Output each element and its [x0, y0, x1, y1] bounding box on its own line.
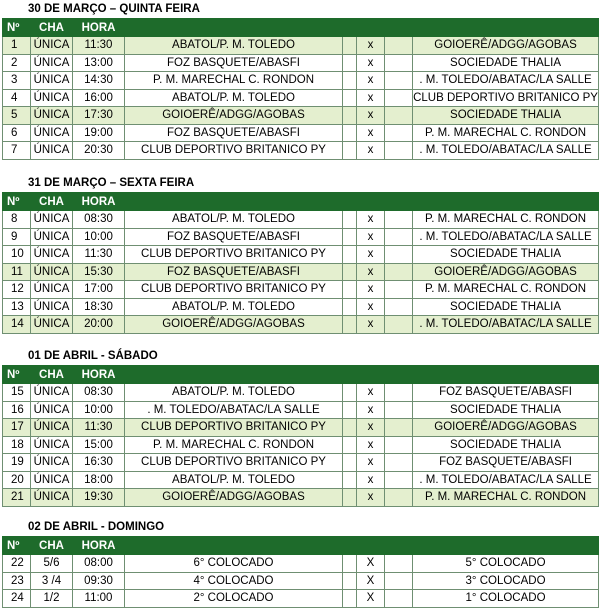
away-team: P. M. MARECHAL C. RONDON [413, 211, 599, 229]
game-cha: 5/6 [31, 555, 73, 573]
home-team: 2° COLOCADO [125, 590, 343, 608]
table-row [3, 316, 599, 334]
game-number: 20 [3, 471, 31, 489]
game-time: 15:30 [73, 263, 125, 281]
header-hora: HORA [73, 537, 125, 555]
versus-mark: x [357, 281, 385, 299]
spacer-cell [385, 419, 413, 437]
away-team: . M. TOLEDO/ABATAC/LA SALLE [413, 72, 599, 90]
game-cha: ÚNICA [31, 436, 73, 454]
game-time: 18:30 [73, 298, 125, 316]
spacer-cell [343, 54, 357, 72]
table-row [3, 572, 599, 590]
table-row [3, 384, 599, 402]
spacer-cell [385, 471, 413, 489]
spacer-cell [343, 263, 357, 281]
game-time: 11:30 [73, 246, 125, 264]
home-team: ABATOL/P. M. TOLEDO [125, 298, 343, 316]
away-team: SOCIEDADE THALIA [413, 401, 599, 419]
home-team: ABATOL/P. M. TOLEDO [125, 37, 343, 55]
versus-mark: X [357, 555, 385, 573]
day-section-0 [0, 0, 600, 160]
away-team: FOZ BASQUETE/ABASFI [413, 384, 599, 402]
game-time: 17:30 [73, 107, 125, 125]
header-cha: CHA [31, 19, 73, 37]
home-team: FOZ BASQUETE/ABASFI [125, 228, 343, 246]
versus-mark: x [357, 436, 385, 454]
game-time: 16:00 [73, 89, 125, 107]
game-number: 3 [3, 72, 31, 90]
game-time: 20:00 [73, 316, 125, 334]
game-cha: ÚNICA [31, 454, 73, 472]
spacer-cell [385, 454, 413, 472]
header-num: Nº [3, 366, 31, 384]
game-cha: ÚNICA [31, 107, 73, 125]
home-team: GOIOERÊ/ADGG/AGOBAS [125, 316, 343, 334]
home-team: CLUB DEPORTIVO BRITANICO PY [125, 246, 343, 264]
home-team: FOZ BASQUETE/ABASFI [125, 124, 343, 142]
header-hora: HORA [73, 193, 125, 211]
spacer-cell [343, 142, 357, 160]
away-team: GOIOERÊ/ADGG/AGOBAS [413, 419, 599, 437]
away-team: CLUB DEPORTIVO BRITANICO PY [413, 89, 599, 107]
away-team: 3° COLOCADO [413, 572, 599, 590]
spacer-cell [343, 298, 357, 316]
table-row [3, 107, 599, 125]
game-cha: ÚNICA [31, 211, 73, 229]
table-header-row [3, 193, 599, 211]
home-team: FOZ BASQUETE/ABASFI [125, 54, 343, 72]
home-team: CLUB DEPORTIVO BRITANICO PY [125, 454, 343, 472]
away-team: SOCIEDADE THALIA [413, 436, 599, 454]
spacer-cell [385, 281, 413, 299]
away-team: SOCIEDADE THALIA [413, 107, 599, 125]
versus-mark: x [357, 107, 385, 125]
game-time: 10:00 [73, 228, 125, 246]
header-blank [125, 366, 599, 384]
spacer-cell [343, 419, 357, 437]
game-cha: ÚNICA [31, 419, 73, 437]
header-num: Nº [3, 193, 31, 211]
versus-mark: x [357, 454, 385, 472]
header-cha: CHA [31, 193, 73, 211]
spacer-cell [385, 401, 413, 419]
game-time: 11:00 [73, 590, 125, 608]
spacer-cell [385, 489, 413, 507]
game-number: 6 [3, 124, 31, 142]
home-team: ABATOL/P. M. TOLEDO [125, 384, 343, 402]
schedule-table [2, 18, 599, 160]
schedule-table [2, 192, 599, 334]
spacer-cell [385, 316, 413, 334]
game-cha: ÚNICA [31, 246, 73, 264]
schedule-table [2, 365, 599, 507]
home-team: CLUB DEPORTIVO BRITANICO PY [125, 281, 343, 299]
home-team: GOIOERÊ/ADGG/AGOBAS [125, 107, 343, 125]
game-time: 13:00 [73, 54, 125, 72]
game-cha: ÚNICA [31, 124, 73, 142]
away-team: P. M. MARECHAL C. RONDON [413, 489, 599, 507]
versus-mark: x [357, 316, 385, 334]
versus-mark: x [357, 37, 385, 55]
game-number: 22 [3, 555, 31, 573]
table-row [3, 124, 599, 142]
home-team: ABATOL/P. M. TOLEDO [125, 211, 343, 229]
game-time: 10:00 [73, 401, 125, 419]
spacer-cell [385, 590, 413, 608]
table-row [3, 72, 599, 90]
spacer-cell [343, 281, 357, 299]
game-number: 9 [3, 228, 31, 246]
day-title: 30 DE MARÇO – QUINTA FEIRA [28, 3, 200, 15]
home-team: . M. TOLEDO/ABATAC/LA SALLE [125, 401, 343, 419]
spacer-cell [385, 54, 413, 72]
spacer-cell [343, 454, 357, 472]
table-header-row [3, 19, 599, 37]
home-team: P. M. MARECHAL C. RONDON [125, 436, 343, 454]
game-cha: ÚNICA [31, 142, 73, 160]
versus-mark: X [357, 572, 385, 590]
home-team: P. M. MARECHAL C. RONDON [125, 72, 343, 90]
spacer-cell [343, 401, 357, 419]
home-team: GOIOERÊ/ADGG/AGOBAS [125, 489, 343, 507]
away-team: 1° COLOCADO [413, 590, 599, 608]
day-title: 01 DE ABRIL - SÁBADO [28, 350, 158, 362]
spacer-cell [385, 298, 413, 316]
game-cha: ÚNICA [31, 489, 73, 507]
table-row [3, 54, 599, 72]
game-number: 16 [3, 401, 31, 419]
game-number: 5 [3, 107, 31, 125]
spacer-cell [343, 107, 357, 125]
spacer-cell [385, 107, 413, 125]
home-team: ABATOL/P. M. TOLEDO [125, 471, 343, 489]
spacer-cell [343, 489, 357, 507]
table-row [3, 211, 599, 229]
game-time: 11:30 [73, 37, 125, 55]
game-cha: ÚNICA [31, 384, 73, 402]
game-number: 2 [3, 54, 31, 72]
game-number: 4 [3, 89, 31, 107]
spacer-cell [385, 572, 413, 590]
away-team: P. M. MARECHAL C. RONDON [413, 281, 599, 299]
versus-mark: x [357, 263, 385, 281]
schedule-table [2, 536, 599, 608]
table-row [3, 401, 599, 419]
table-row [3, 298, 599, 316]
spacer-cell [343, 72, 357, 90]
game-number: 10 [3, 246, 31, 264]
spacer-cell [385, 384, 413, 402]
game-time: 19:00 [73, 124, 125, 142]
header-blank [125, 193, 599, 211]
table-row [3, 471, 599, 489]
game-cha: ÚNICA [31, 281, 73, 299]
game-number: 24 [3, 590, 31, 608]
home-team: 4° COLOCADO [125, 572, 343, 590]
versus-mark: x [357, 298, 385, 316]
game-cha: ÚNICA [31, 228, 73, 246]
game-cha: ÚNICA [31, 89, 73, 107]
day-title: 02 DE ABRIL - DOMINGO [28, 521, 165, 533]
header-blank [125, 19, 599, 37]
spacer-cell [385, 436, 413, 454]
table-row [3, 454, 599, 472]
home-team: ABATOL/P. M. TOLEDO [125, 89, 343, 107]
versus-mark: x [357, 471, 385, 489]
spacer-cell [343, 436, 357, 454]
spacer-cell [385, 89, 413, 107]
spacer-cell [343, 37, 357, 55]
header-num: Nº [3, 537, 31, 555]
day-title: 31 DE MARÇO – SEXTA FEIRA [28, 177, 195, 189]
away-team: . M. TOLEDO/ABATAC/LA SALLE [413, 471, 599, 489]
table-row [3, 419, 599, 437]
header-hora: HORA [73, 366, 125, 384]
spacer-cell [343, 572, 357, 590]
spacer-cell [343, 89, 357, 107]
home-team: 6° COLOCADO [125, 555, 343, 573]
day-section-3 [0, 518, 600, 608]
game-time: 17:00 [73, 281, 125, 299]
game-number: 7 [3, 142, 31, 160]
game-number: 13 [3, 298, 31, 316]
header-blank [125, 537, 599, 555]
spacer-cell [343, 384, 357, 402]
away-team: P. M. MARECHAL C. RONDON [413, 124, 599, 142]
game-cha: ÚNICA [31, 37, 73, 55]
table-row [3, 228, 599, 246]
versus-mark: x [357, 54, 385, 72]
game-cha: ÚNICA [31, 316, 73, 334]
game-time: 15:00 [73, 436, 125, 454]
spacer-cell [385, 555, 413, 573]
table-row [3, 142, 599, 160]
game-number: 18 [3, 436, 31, 454]
spacer-cell [385, 246, 413, 264]
game-cha: ÚNICA [31, 401, 73, 419]
table-row [3, 263, 599, 281]
versus-mark: x [357, 246, 385, 264]
table-header-row [3, 366, 599, 384]
away-team: SOCIEDADE THALIA [413, 54, 599, 72]
game-number: 12 [3, 281, 31, 299]
game-number: 23 [3, 572, 31, 590]
header-num: Nº [3, 19, 31, 37]
game-number: 19 [3, 454, 31, 472]
spacer-cell [385, 211, 413, 229]
game-number: 1 [3, 37, 31, 55]
away-team: FOZ BASQUETE/ABASFI [413, 454, 599, 472]
game-time: 09:30 [73, 572, 125, 590]
versus-mark: x [357, 419, 385, 437]
versus-mark: x [357, 401, 385, 419]
game-cha: ÚNICA [31, 54, 73, 72]
game-time: 16:30 [73, 454, 125, 472]
versus-mark: x [357, 489, 385, 507]
away-team: . M. TOLEDO/ABATAC/LA SALLE [413, 142, 599, 160]
game-number: 21 [3, 489, 31, 507]
spacer-cell [343, 246, 357, 264]
game-time: 08:30 [73, 211, 125, 229]
table-row [3, 89, 599, 107]
away-team: SOCIEDADE THALIA [413, 298, 599, 316]
header-cha: CHA [31, 537, 73, 555]
table-row [3, 555, 599, 573]
table-row [3, 37, 599, 55]
away-team: GOIOERÊ/ADGG/AGOBAS [413, 37, 599, 55]
game-cha: 3 /4 [31, 572, 73, 590]
spacer-cell [385, 124, 413, 142]
away-team: . M. TOLEDO/ABATAC/LA SALLE [413, 316, 599, 334]
table-row [3, 590, 599, 608]
game-number: 17 [3, 419, 31, 437]
home-team: CLUB DEPORTIVO BRITANICO PY [125, 142, 343, 160]
table-row [3, 489, 599, 507]
game-number: 15 [3, 384, 31, 402]
header-hora: HORA [73, 19, 125, 37]
spacer-cell [385, 72, 413, 90]
versus-mark: X [357, 590, 385, 608]
spacer-cell [385, 228, 413, 246]
home-team: FOZ BASQUETE/ABASFI [125, 263, 343, 281]
game-time: 18:00 [73, 471, 125, 489]
versus-mark: x [357, 72, 385, 90]
game-cha: ÚNICA [31, 263, 73, 281]
game-time: 19:30 [73, 489, 125, 507]
game-cha: 1/2 [31, 590, 73, 608]
spacer-cell [343, 211, 357, 229]
game-number: 14 [3, 316, 31, 334]
versus-mark: x [357, 211, 385, 229]
table-row [3, 281, 599, 299]
spacer-cell [343, 590, 357, 608]
game-number: 11 [3, 263, 31, 281]
away-team: 5° COLOCADO [413, 555, 599, 573]
spacer-cell [343, 124, 357, 142]
versus-mark: x [357, 89, 385, 107]
table-row [3, 436, 599, 454]
game-time: 08:30 [73, 384, 125, 402]
game-cha: ÚNICA [31, 471, 73, 489]
home-team: CLUB DEPORTIVO BRITANICO PY [125, 419, 343, 437]
day-section-2 [0, 347, 600, 507]
spacer-cell [385, 142, 413, 160]
spacer-cell [343, 555, 357, 573]
versus-mark: x [357, 142, 385, 160]
game-cha: ÚNICA [31, 298, 73, 316]
game-time: 20:30 [73, 142, 125, 160]
spacer-cell [385, 263, 413, 281]
spacer-cell [343, 471, 357, 489]
table-header-row [3, 537, 599, 555]
versus-mark: x [357, 124, 385, 142]
versus-mark: x [357, 384, 385, 402]
game-time: 14:30 [73, 72, 125, 90]
versus-mark: x [357, 228, 385, 246]
spacer-cell [385, 37, 413, 55]
spacer-cell [343, 228, 357, 246]
game-time: 11:30 [73, 419, 125, 437]
away-team: GOIOERÊ/ADGG/AGOBAS [413, 263, 599, 281]
table-row [3, 246, 599, 264]
game-number: 8 [3, 211, 31, 229]
game-cha: ÚNICA [31, 72, 73, 90]
day-section-1 [0, 174, 600, 334]
header-cha: CHA [31, 366, 73, 384]
away-team: SOCIEDADE THALIA [413, 246, 599, 264]
away-team: . M. TOLEDO/ABATAC/LA SALLE [413, 228, 599, 246]
spacer-cell [343, 316, 357, 334]
game-time: 08:00 [73, 555, 125, 573]
